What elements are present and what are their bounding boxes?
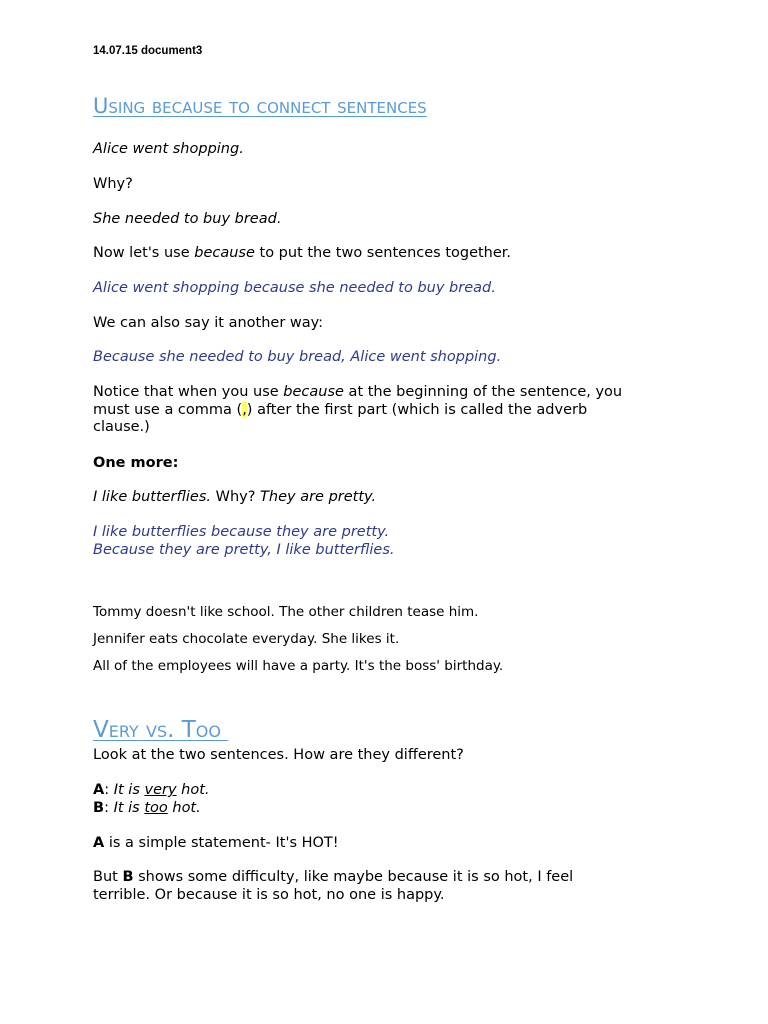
another-way-text: We can also say it another way: bbox=[93, 315, 324, 331]
explanation-a-label: A bbox=[93, 835, 105, 851]
instruction-text bbox=[93, 244, 511, 262]
notice-text-2: at the beginning of the sentence, you bbox=[343, 384, 623, 400]
instruction-before: Now let's use bbox=[93, 245, 195, 261]
word-too: too bbox=[144, 800, 168, 816]
explanation-b-text-1: shows some difficulty, like maybe because it is so hot, I feel bbox=[133, 869, 574, 885]
combined-sentence-2: Because she needed to buy bread, Alice went shopping. bbox=[93, 349, 502, 365]
notice-text-5: clause.) bbox=[93, 419, 150, 435]
sentence-a-sep: : bbox=[104, 782, 114, 798]
explanation-b-label: B bbox=[122, 869, 134, 885]
butterfly-combined-1: I like butterflies because they are pretty. bbox=[93, 524, 390, 540]
sentence-a-start: It is bbox=[113, 782, 145, 798]
explanation-a-text: is a simple statement- It's HOT! bbox=[104, 835, 339, 851]
example-sentence-bread: She needed to buy bread. bbox=[93, 211, 282, 227]
notice-text-4: ) after the first part (which is called the adverb bbox=[246, 401, 588, 418]
notice-line-1 bbox=[93, 384, 673, 402]
instruction-after: to put the two sentences together. bbox=[254, 245, 512, 261]
document-header bbox=[93, 44, 202, 58]
butterfly-sentence-1: I like butterflies. bbox=[93, 489, 211, 505]
notice-text-3: must use a comma ( bbox=[93, 401, 243, 418]
section-heading-because: Using because to connect sentences bbox=[93, 94, 427, 118]
very-too-intro: Look at the two sentences. How are they different? bbox=[93, 747, 464, 763]
explanation-a bbox=[93, 834, 339, 852]
label-a: A bbox=[93, 782, 105, 798]
instruction-keyword: because bbox=[194, 245, 255, 261]
highlighted-comma: , bbox=[242, 401, 247, 418]
butterfly-sentence-2: They are pretty. bbox=[260, 489, 377, 505]
notice-keyword: because bbox=[283, 384, 344, 400]
why-question: Why? bbox=[93, 176, 133, 192]
sentence-a-end: hot. bbox=[176, 782, 210, 798]
sentence-b-sep: : bbox=[104, 800, 114, 816]
exercise-sentence-3: All of the employees will have a party. It's the boss' birthday. bbox=[93, 658, 504, 674]
sentence-b-end: hot. bbox=[167, 800, 201, 816]
butterfly-combined-2: Because they are pretty, I like butterflies. bbox=[93, 542, 395, 558]
section-heading-very-too: Very vs. Too bbox=[93, 717, 229, 743]
one-more-label: One more: bbox=[93, 455, 179, 471]
notice-line-3 bbox=[93, 419, 673, 437]
exercise-sentence-2: Jennifer eats chocolate everyday. She likes it. bbox=[93, 631, 400, 647]
butterfly-example bbox=[93, 488, 376, 506]
header-doc-name: document3 bbox=[140, 45, 203, 57]
butterfly-why: Why? bbox=[211, 489, 261, 505]
combined-sentence-1: Alice went shopping because she needed to buy bread. bbox=[93, 280, 496, 296]
sentence-b-start: It is bbox=[113, 800, 145, 816]
notice-line-2 bbox=[93, 402, 673, 420]
sentence-b bbox=[93, 799, 201, 817]
notice-paragraph bbox=[93, 384, 673, 437]
notice-text-1: Notice that when you use bbox=[93, 384, 284, 400]
label-b: B bbox=[93, 800, 105, 816]
explanation-b-line-1 bbox=[93, 869, 673, 887]
word-very: very bbox=[144, 782, 177, 798]
explanation-b-pre: But bbox=[93, 869, 123, 885]
exercise-sentence-1: Tommy doesn't like school. The other children tease him. bbox=[93, 604, 479, 620]
example-sentence-alice: Alice went shopping. bbox=[93, 141, 244, 157]
header-date: 14.07.15 bbox=[93, 45, 138, 57]
explanation-b-line-2: terrible. Or because it is so hot, no one is happy. bbox=[93, 886, 445, 903]
sentence-a bbox=[93, 781, 210, 799]
explanation-b bbox=[93, 869, 673, 904]
